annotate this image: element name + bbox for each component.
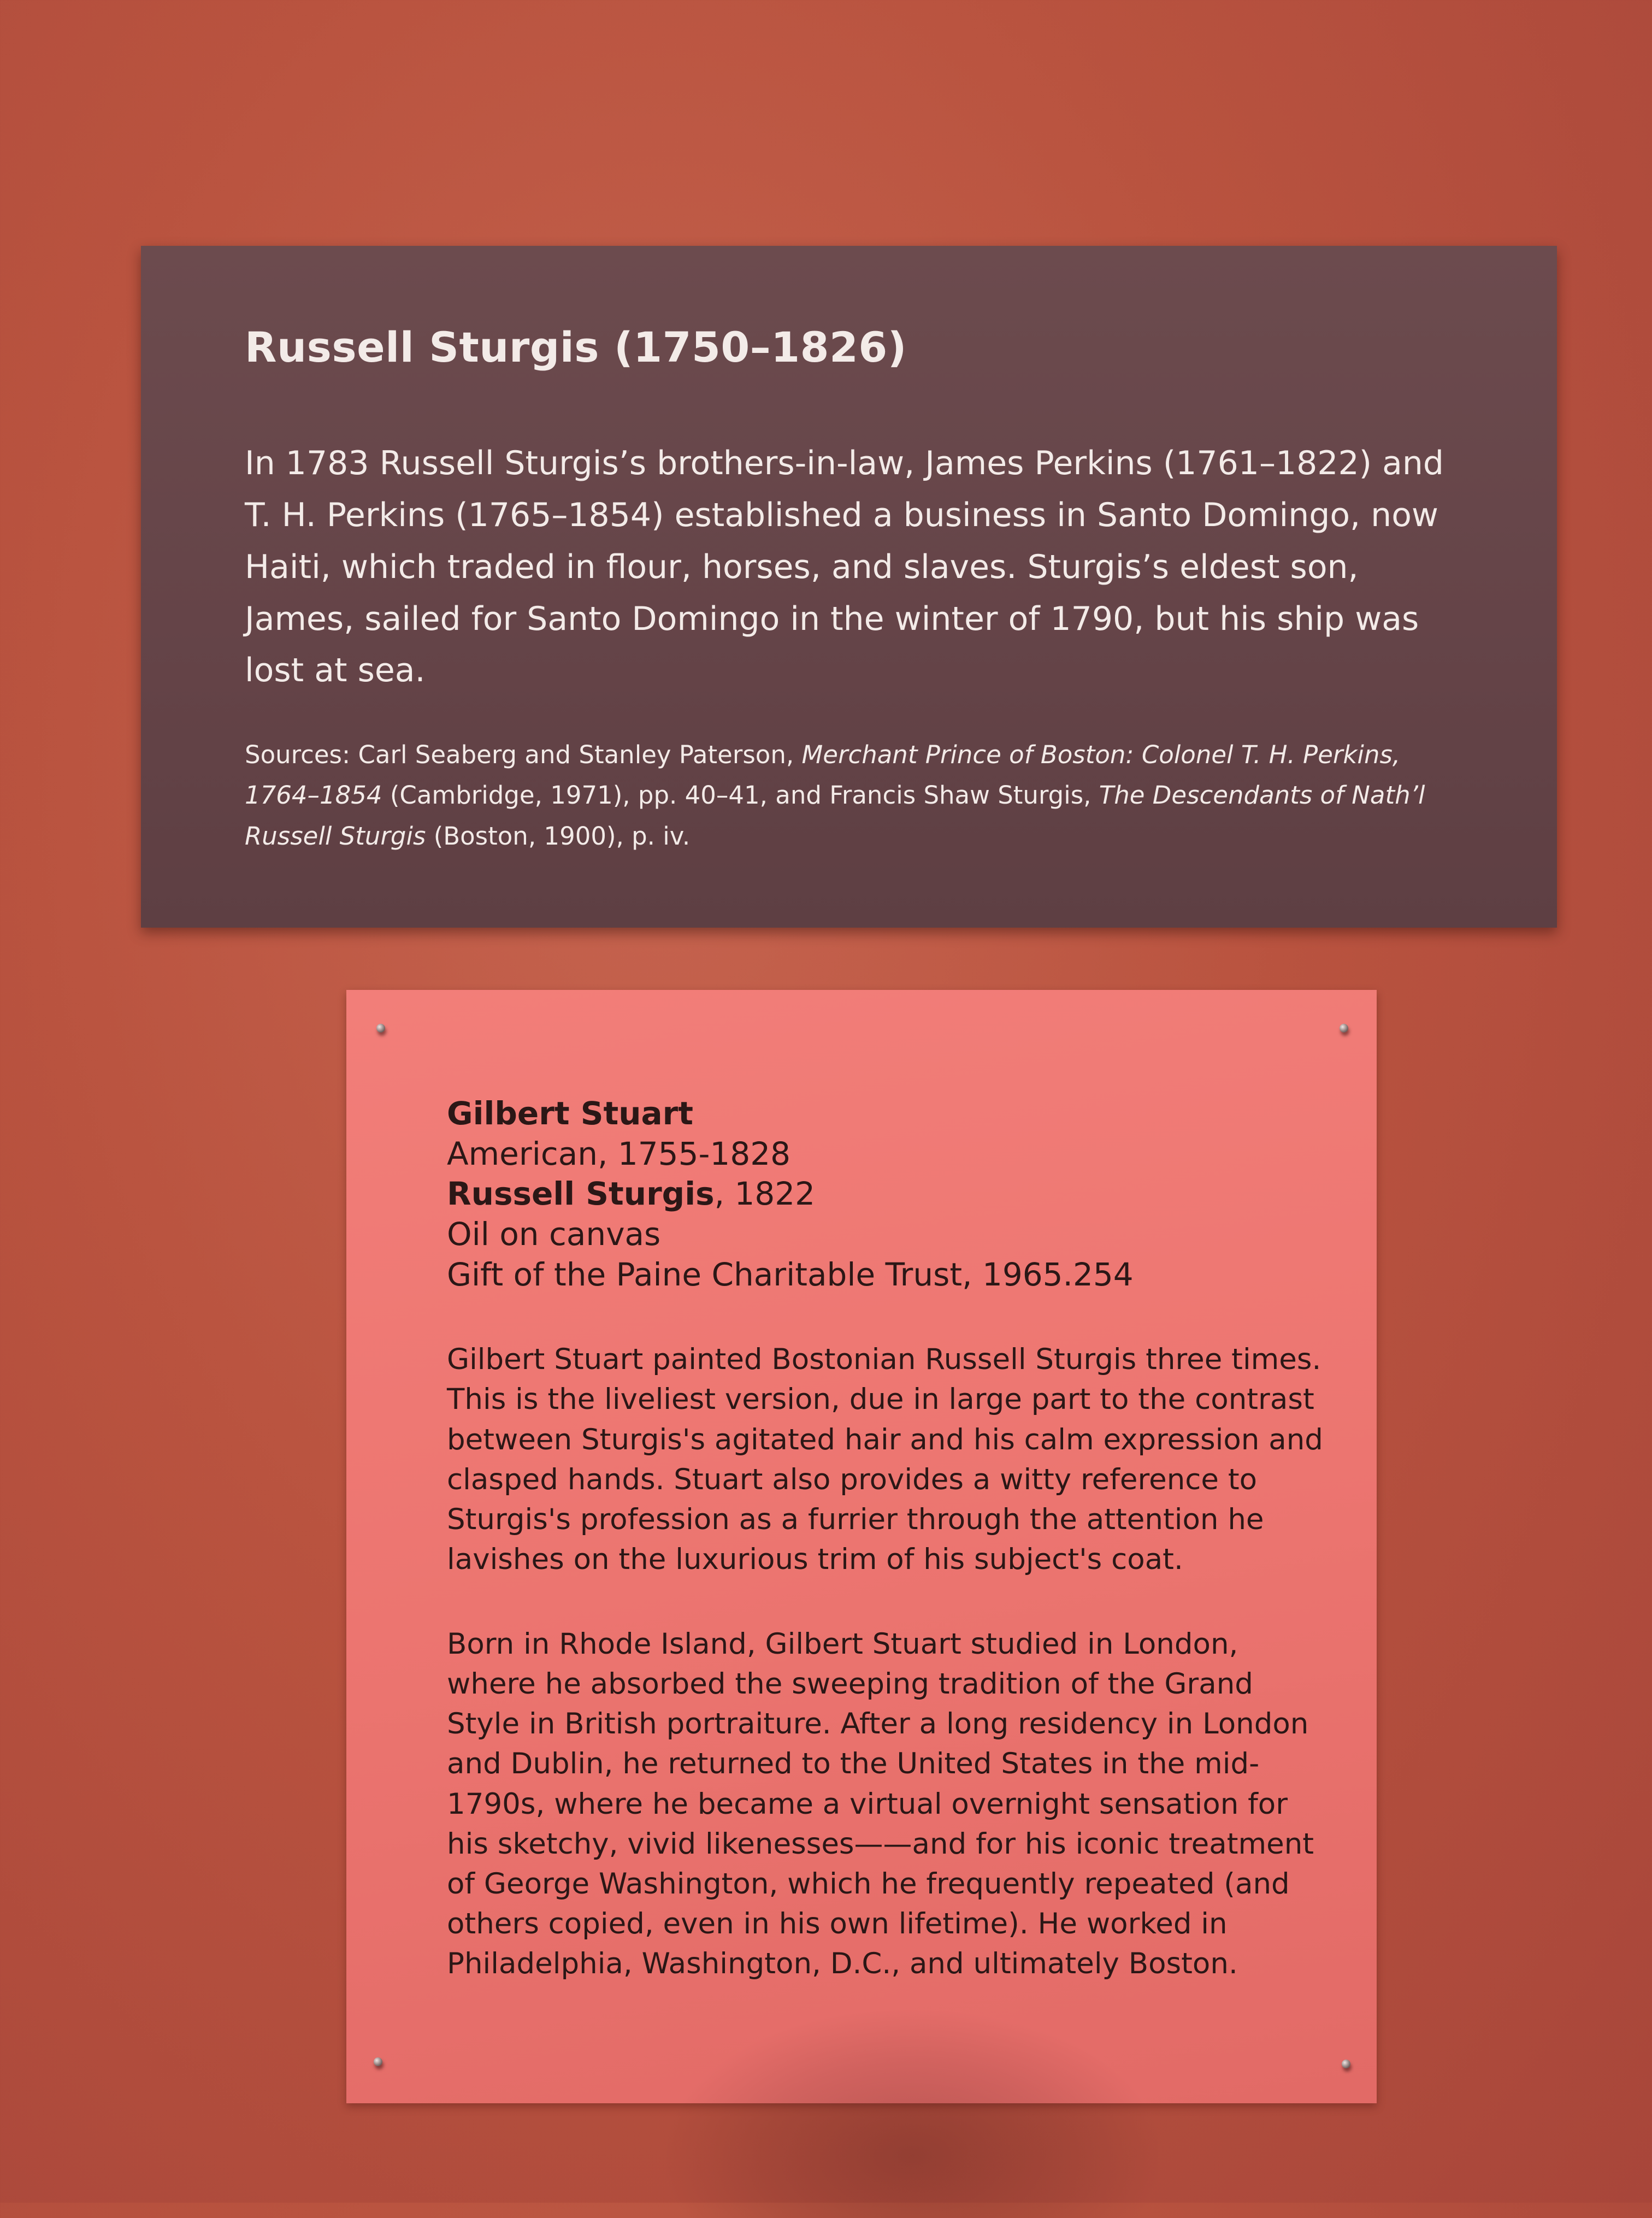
sources-prefix: Sources: Carl Seaberg and Stanley Paterson, — [245, 740, 802, 770]
artist-nationality-dates: American, 1755-1828 — [447, 1135, 791, 1172]
work-date: , 1822 — [714, 1175, 816, 1213]
pin-icon — [1340, 1024, 1348, 1033]
work-title-line — [447, 1174, 1333, 1214]
label-paragraph-1: Gilbert Stuart painted Bostonian Russell Sturgis three times. This is the liveliest version, due in large part to the contrast between Sturgis's agitated hair and his calm expression and clasped hands. Stuart also provides a witty reference to Sturgis's profession as a furrier through the attention he lavishes on the luxurious trim of his subject's coat. — [447, 1343, 1323, 1576]
panel-sources — [245, 735, 1470, 857]
history-panel — [141, 246, 1557, 928]
work-title: Russell Sturgis — [447, 1175, 715, 1213]
sources-middle: (Cambridge, 1971), pp. 40–41, and Francis Shaw Sturgis, — [382, 781, 1099, 810]
source-book-title-2: The Descendants of Nath’l Russell Sturgis — [245, 781, 1425, 851]
tombstone — [447, 1094, 1333, 1295]
work-medium: Oil on canvas — [447, 1215, 661, 1253]
credit-line: Gift of the Paine Charitable Trust, 1965.254 — [447, 1255, 1134, 1293]
object-label — [346, 990, 1377, 2103]
label-paragraph-2: Born in Rhode Island, Gilbert Stuart studied in London, where he absorbed the sweeping tradition of the Grand Style in British portraiture. After a long residency in London and Dublin, he returned to the United States in the mid-1790s, where he became a virtual overnight sensation for his sketchy, vivid likenesses——and for his iconic treatment of George Washington, which he frequently repeated (and others copied, even in his own lifetime). He worked in Philadelphia, Washington, D.C., and ultimately Boston. — [447, 1627, 1314, 1981]
pin-icon — [1342, 2060, 1350, 2068]
pin-icon — [374, 2057, 382, 2066]
source-book-title-1: Merchant Prince of Boston: Colonel T. H. Perkins, 1764–1854 — [245, 740, 1401, 810]
panel-body-text: In 1783 Russell Sturgis’s brothers-in-law, James Perkins (1761–1822) and T. H. Perkins (1765–1854) established a business in Santo Domingo, now Haiti, which traded in flour, horses, and slaves. Sturgis’s eldest son, James, sailed for Santo Domingo in the winter of 1790, but his ship was lost at sea. — [245, 444, 1444, 690]
pin-icon — [376, 1024, 385, 1033]
sources-suffix: (Boston, 1900), p. iv. — [426, 821, 691, 851]
artist-name: Gilbert Stuart — [447, 1095, 694, 1132]
panel-title: Russell Sturgis (1750–1826) — [245, 323, 907, 371]
